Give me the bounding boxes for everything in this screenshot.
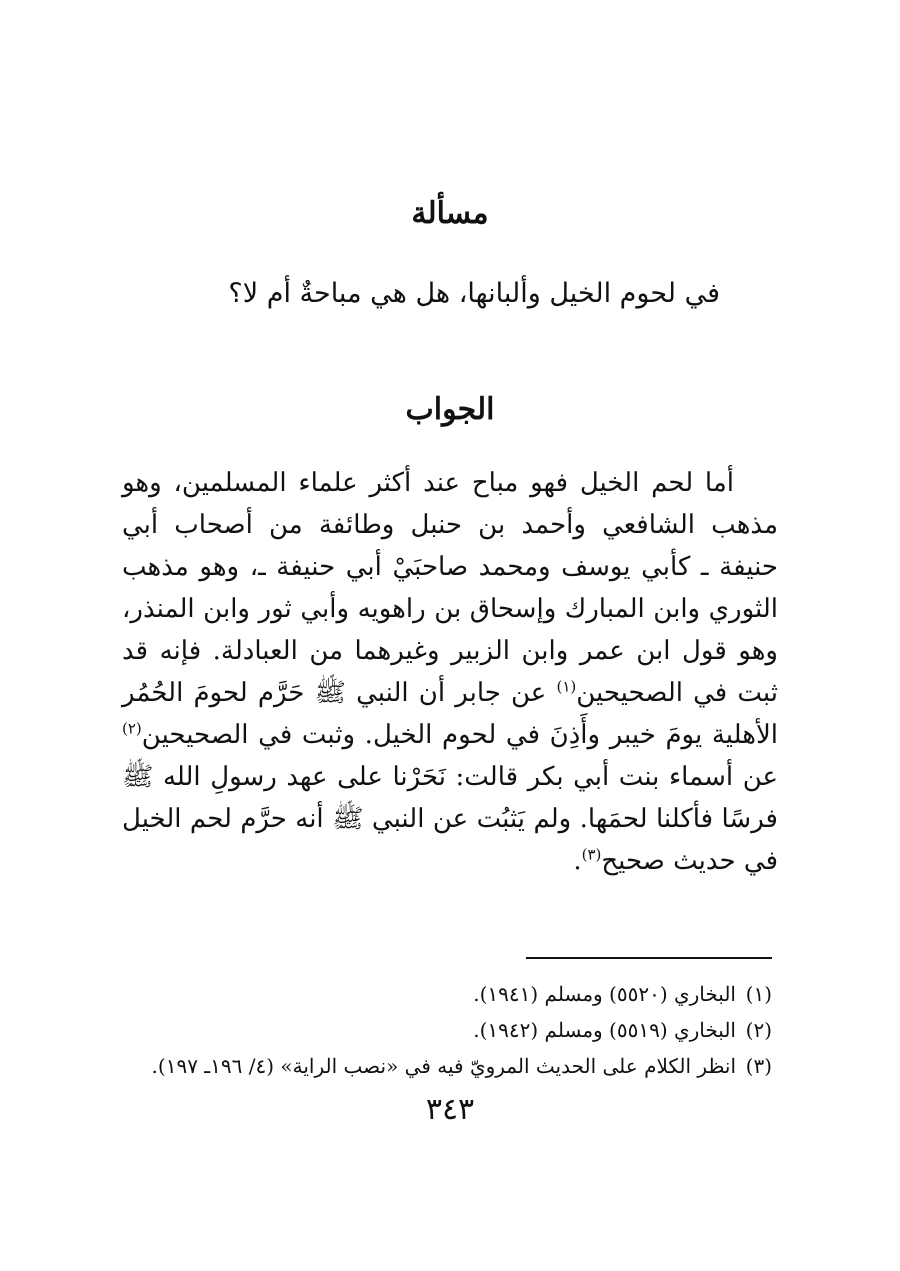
body-segment-1: أما لحم الخيل فهو مباح عند أكثر علماء المسلمين، وهو مذهب الشافعي وأحمد بن حنبل وطائفة من أصحاب أبي حنيفة ـ كأبي يوسف ومحمد صاحبَيْ أبي حنيفة ـ، وهو مذهب الثوري وابن المبارك وإسحاق بن راهويه وأبي ثور وابن المنذر، وهو قول ابن عمر وابن الزبير وغيرهما من العبادلة. فإنه قد ثبت في الصحيحين	[122, 468, 779, 708]
body-segment-4: .	[573, 846, 582, 876]
footnote-text: البخاري (٥٥٢٠) ومسلم (١٩٤١).	[473, 982, 736, 1006]
body-segment-3: عن أسماء بنت أبي بكر قالت: نَحَرْنا على عهد رسولِ الله ﷺ فرسًا فأكلنا لحمَها. ولم يَثبُت عن النبي ﷺ أنه حرَّم لحم الخيل في حديث صحيح	[122, 762, 778, 876]
footnote-3	[132, 1048, 772, 1084]
answer-paragraph	[122, 462, 778, 882]
question-text: في لحوم الخيل وألبانها، هل هي مباحةٌ أم لا؟	[228, 278, 720, 309]
footnote-text: انظر الكلام على الحديث المرويّ فيه في «نصب الراية» (٤/ ١٩٦ـ ١٩٧).	[151, 1054, 736, 1078]
footnote-ref-2: (٢)	[122, 719, 142, 738]
footnote-ref-1: (١)	[556, 677, 577, 696]
footnote-ref-3: (٣)	[581, 845, 602, 864]
footnote-2	[132, 1012, 772, 1048]
answer-body	[122, 462, 778, 882]
footnote-number: (١)	[745, 982, 772, 1006]
footnote-number: (٣)	[745, 1054, 772, 1078]
page-number: ٣٤٣	[425, 1092, 475, 1127]
footnote-divider	[526, 957, 772, 959]
body-segment-2: عن جابر أن النبي ﷺ حَرَّم لحومَ الحُمُر الأهلية يومَ خيبر وأَذِنَ في لحوم الخيل. وثبت في الصحيحين	[122, 678, 778, 750]
footnote-number: (٢)	[745, 1018, 772, 1042]
footnote-text: البخاري (٥٥١٩) ومسلم (١٩٤٢).	[473, 1018, 736, 1042]
page-title: مسألة	[411, 196, 489, 231]
footnote-1	[132, 976, 772, 1012]
footnotes	[132, 976, 772, 1084]
answer-heading: الجواب	[405, 392, 495, 427]
